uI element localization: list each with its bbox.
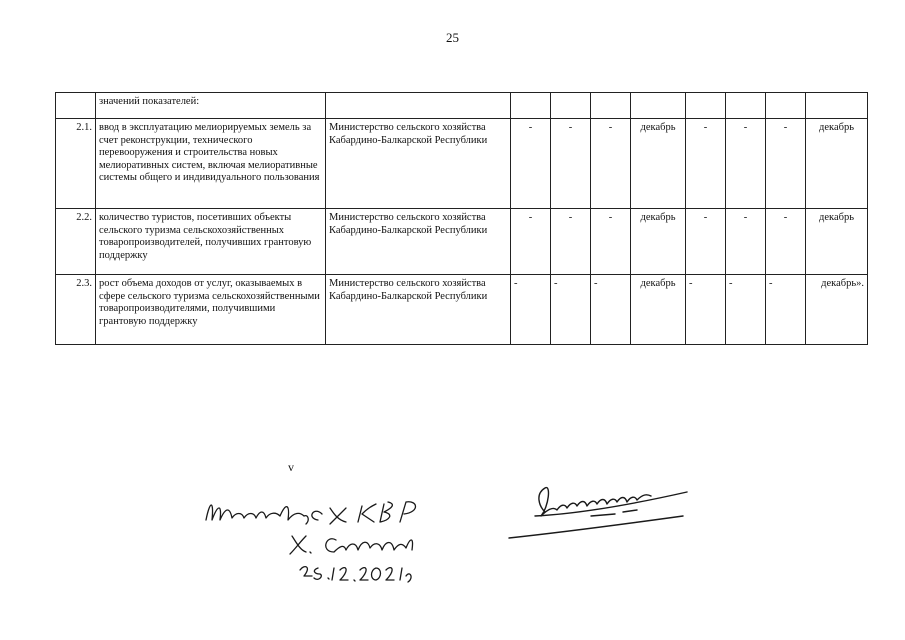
schedule-mark: -: [591, 275, 631, 345]
row-number: 2.3.: [56, 275, 96, 345]
schedule-mark: -: [726, 275, 766, 345]
table-cell: [511, 93, 551, 119]
table-cell: [551, 93, 591, 119]
schedule-month: декабрь: [631, 275, 686, 345]
indicator-text: ввод в эксплуатацию мелиорируемых земель за счет реконструкции, технического перевооружения и строительства новых мелиоративных систем, включая мелиоративные системы общего и индивидуального пользования: [96, 119, 326, 209]
table-cell: [766, 93, 806, 119]
table-cell: [591, 93, 631, 119]
schedule-mark: -: [551, 119, 591, 209]
table-row: [56, 119, 868, 209]
schedule-month: декабрь: [806, 119, 868, 209]
row-number: 2.1.: [56, 119, 96, 209]
signature-scribble: [505, 476, 695, 544]
schedule-month: декабрь: [631, 119, 686, 209]
table-cell: [631, 93, 686, 119]
schedule-month: декабрь: [631, 209, 686, 275]
schedule-mark: -: [511, 209, 551, 275]
schedule-mark: -: [766, 209, 806, 275]
schedule-mark: -: [726, 209, 766, 275]
table-cell: [806, 93, 868, 119]
check-mark: v: [288, 460, 294, 474]
row-number: [56, 93, 96, 119]
page-number: 25: [446, 30, 459, 45]
schedule-mark: -: [591, 119, 631, 209]
executor-text: [326, 93, 511, 119]
indicator-text: количество туристов, посетивших объекты сельского туризма сельскохозяйственных товаропроизводителей, получивших грантовую поддержку: [96, 209, 326, 275]
table-cell: [686, 93, 726, 119]
handwritten-approval-note: [200, 490, 470, 590]
table-cell: [726, 93, 766, 119]
table-row: [56, 209, 868, 275]
schedule-mark: -: [686, 275, 726, 345]
executor-text: Министерство сельского хозяйства Кабардино-Балкарской Республики: [326, 209, 511, 275]
schedule-mark: -: [726, 119, 766, 209]
row-number: 2.2.: [56, 209, 96, 275]
schedule-mark: -: [686, 209, 726, 275]
indicator-text: значений показателей:: [96, 93, 326, 119]
schedule-mark: -: [551, 275, 591, 345]
schedule-mark: -: [511, 119, 551, 209]
schedule-mark: -: [511, 275, 551, 345]
table-row: [56, 93, 868, 119]
table-row: [56, 275, 868, 345]
schedule-mark: -: [766, 119, 806, 209]
schedule-month: декабрь».: [806, 275, 868, 345]
schedule-mark: -: [686, 119, 726, 209]
schedule-mark: -: [766, 275, 806, 345]
executor-text: Министерство сельского хозяйства Кабардино-Балкарской Республики: [326, 119, 511, 209]
schedule-month: декабрь: [806, 209, 868, 275]
executor-text: Министерство сельского хозяйства Кабардино-Балкарской Республики: [326, 275, 511, 345]
plan-table: [55, 92, 868, 345]
schedule-mark: -: [551, 209, 591, 275]
schedule-mark: -: [591, 209, 631, 275]
indicator-text: рост объема доходов от услуг, оказываемых в сфере сельского туризма сельскохозяйственными товаропроизводителями, получившими грантовую поддержку: [96, 275, 326, 345]
